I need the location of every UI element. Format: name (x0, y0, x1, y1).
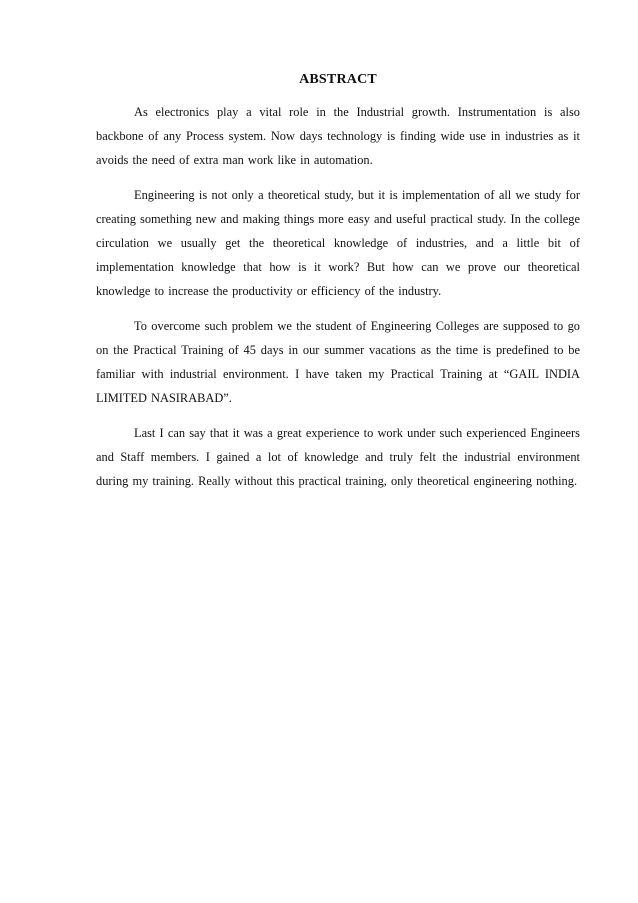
abstract-paragraph-4: Last I can say that it was a great experience to work under such experienced Engineers and Staff members. I gained a lot of knowledge and truly felt the industrial environment during my training. Really without this practical training, only theoretical engineering nothing. (96, 426, 580, 488)
document-body (96, 70, 580, 504)
abstract-heading: ABSTRACT (299, 72, 377, 87)
abstract-paragraph-2: Engineering is not only a theoretical study, but it is implementation of all we study for creating something new and making things more easy and useful practical study. In the college circulation we usually get the theoretical knowledge of industries, and a little bit of implementation knowledge that how is it work? But how can we prove our theoretical knowledge to increase the productivity or efficiency of the industry. (96, 188, 580, 298)
abstract-paragraph-3: To overcome such problem we the student of Engineering Colleges are supposed to go on the Practical Training of 45 days in our summer vacations as the time is predefined to be familiar with industrial environment. I have taken my Practical Training at “GAIL INDIA LIMITED NASIRABAD”. (96, 319, 580, 405)
abstract-paragraph-1: As electronics play a vital role in the Industrial growth. Instrumentation is also backbone of any Process system. Now days technology is finding wide use in industries as it avoids the need of extra man work like in automation. (96, 105, 580, 167)
